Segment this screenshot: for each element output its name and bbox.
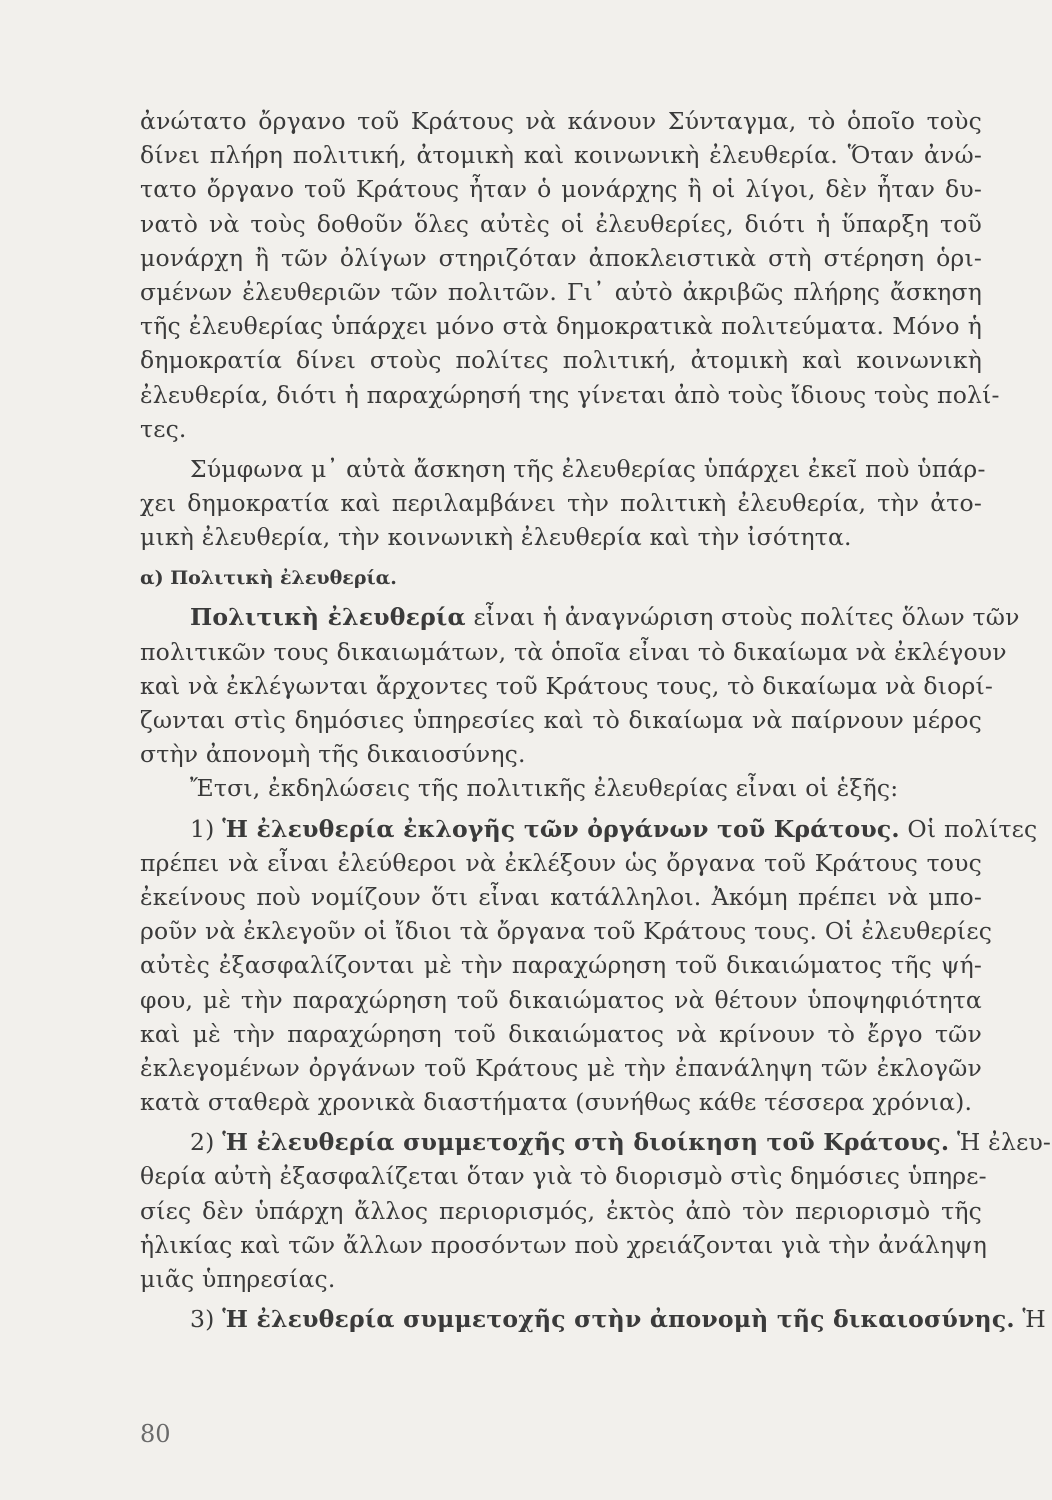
item-heading: Ἡ ἐλευθερία ἐκλογῆς τῶν ὀργάνων τοῦ Κράτους. (222, 814, 900, 843)
text-line (140, 812, 1038, 846)
text-line: μιᾶς ὑπηρεσίας. (140, 1265, 336, 1293)
text-line: καὶ μὲ τὴν παραχώρηση τοῦ δικαιώματος νὰ κρίνουν τὸ ἔργο τῶν (140, 1019, 982, 1048)
text-line: νατὸ νὰ τοὺς δοθοῦν ὅλες αὐτὲς οἱ ἐλευθερίες, διότι ἡ ὕπαρξη τοῦ (140, 209, 982, 238)
text-line: κατὰ σταθερὰ χρονικὰ διαστήματα (συνήθως κάθε τέσσερα χρόνια). (140, 1088, 973, 1117)
text-line: τατο ὄργανο τοῦ Κράτους ἦταν ὁ μονάρχης ἢ οἱ λίγοι, δὲν ἦταν δυ- (140, 175, 982, 204)
text-line: καὶ νὰ ἐκλέγωνται ἄρχοντες τοῦ Κράτους τους, τὸ δικαίωμα νὰ διορί- (140, 671, 994, 700)
page-number: 80 (140, 1420, 171, 1448)
list-item-1 (140, 812, 1038, 1120)
text-line: ἐλευθερία, διότι ἡ παραχώρησή της γίνεται ἀπὸ τοὺς ἴδιους τοὺς πολί- (140, 380, 1000, 409)
text-line: ἀνώτατο ὄργανο τοῦ Κράτους νὰ κάνουν Σύνταγμα, τὸ ὁποῖο τοὺς (140, 107, 982, 135)
paragraph-3 (140, 600, 1020, 771)
text-line: φου, μὲ τὴν παραχώρηση τοῦ δικαιώματος νὰ θέτουν ὑποψηφιότητα (140, 985, 982, 1014)
text-run: Ἡ (1014, 1305, 1046, 1334)
item-heading: Ἡ ἐλευθερία συμμετοχῆς στὴ διοίκηση τοῦ Κράτους. (222, 1128, 950, 1157)
text-line: ἡλικίας καὶ τῶν ἄλλων προσόντων ποὺ χρειάζονται γιὰ τὴν ἀνάληψη (140, 1230, 988, 1259)
text-line: Σύμφωνα μ᾽ αὐτὰ ἄσκηση τῆς ἐλευθερίας ὑπάρχει ἐκεῖ ποὺ ὑπάρ- (190, 454, 986, 483)
text-line: θερία αὐτὴ ἐξασφαλίζεται ὅταν γιὰ τὸ διορισμὸ στὶς δημόσιες ὑπηρε- (140, 1162, 987, 1191)
text-line: ζωνται στὶς δημόσιες ὑπηρεσίες καὶ τὸ δικαίωμα νὰ παίρνουν μέρος (140, 706, 982, 734)
paragraph-1 (140, 104, 1000, 446)
text-line (140, 1302, 1046, 1336)
text-line: τες. (140, 414, 187, 443)
text-run: Ἡ ἐλευ- (949, 1128, 1052, 1157)
item-heading: Ἡ ἐλευθερία συμμετοχῆς στὴν ἀπονομὴ τῆς δικαιοσύνης. (222, 1305, 1015, 1334)
text-line: αὐτὲς ἐξασφαλίζονται μὲ τὴν παραχώρηση τοῦ δικαιώματος τῆς ψή- (140, 951, 982, 980)
text-line: χει δημοκρατία καὶ περιλαμβάνει τὴν πολιτικὴ ἐλευθερία, τὴν ἀτο- (140, 489, 982, 518)
text-line (140, 1125, 1052, 1159)
list-item-3 (140, 1302, 1046, 1336)
text-line (140, 600, 1020, 634)
page-body (140, 104, 1052, 1336)
paragraph-4 (140, 771, 982, 805)
text-line: μικὴ ἐλευθερία, τὴν κοινωνικὴ ἐλευθερία καὶ τὴν ἰσότητα. (140, 523, 852, 552)
text-line: ἐκείνους ποὺ νομίζουν ὅτι εἶναι κατάλληλοι. Ἀκόμη πρέπει νὰ μπο- (140, 882, 982, 911)
list-item-2 (140, 1125, 1052, 1296)
text-line: στὴν ἀπονομὴ τῆς δικαιοσύνης. (140, 740, 526, 769)
text-line: ροῦν νὰ ἐκλεγοῦν οἱ ἴδιοι τὰ ὄργανα τοῦ Κράτους τους. Οἱ ἐλευθερίες (140, 917, 993, 946)
text-line: σίες δὲν ὑπάρχη ἄλλος περιορισμός, ἐκτὸς ἀπὸ τὸν περιορισμὸ τῆς (140, 1196, 982, 1225)
text-line: μονάρχη ἢ τῶν ὀλίγων στηριζόταν ἀποκλειστικὰ στὴ στέρηση ὁρι- (140, 243, 982, 272)
item-number: 3) (190, 1305, 223, 1334)
text-line: πρέπει νὰ εἶναι ἐλεύθεροι νὰ ἐκλέξουν ὡς ὄργανα τοῦ Κράτους τους (140, 848, 982, 877)
text-line: τῆς ἐλευθερίας ὑπάρχει μόνο στὰ δημοκρατικὰ πολιτεύματα. Μόνο ἡ (140, 312, 982, 341)
section-heading: α) Πολιτικὴ ἐλευθερία. (140, 567, 397, 590)
paragraph-2 (140, 452, 986, 555)
item-number: 2) (190, 1128, 223, 1157)
defined-term: Πολιτικὴ ἐλευθερία (190, 603, 466, 632)
text-line: δίνει πλήρη πολιτική, ἀτομικὴ καὶ κοινωνικὴ ἐλευθερία. Ὅταν ἀνώ- (140, 141, 982, 170)
text-run: Οἱ πολίτες (899, 814, 1038, 843)
text-line: Ἔτσι, ἐκδηλώσεις τῆς πολιτικῆς ἐλευθερίας εἶναι οἱ ἑξῆς: (190, 774, 899, 803)
text-line: ἐκλεγομένων ὀργάνων τοῦ Κράτους μὲ τὴν ἐπανάληψη τῶν ἐκλογῶν (140, 1053, 982, 1082)
item-number: 1) (190, 814, 223, 843)
text-run: εἶναι ἡ ἀναγνώριση στοὺς πολίτες ὅλων τῶν (465, 603, 1020, 632)
text-line: σμένων ἐλευθεριῶν τῶν πολιτῶν. Γι᾽ αὐτὸ ἀκριβῶς πλήρης ἄσκηση (140, 277, 982, 306)
text-line: δημοκρατία δίνει στοὺς πολίτες πολιτική, ἀτομικὴ καὶ κοινωνικὴ (140, 346, 982, 375)
text-line: πολιτικῶν τους δικαιωμάτων, τὰ ὁποῖα εἶναι τὸ δικαίωμα νὰ ἐκλέγουν (140, 637, 1007, 666)
